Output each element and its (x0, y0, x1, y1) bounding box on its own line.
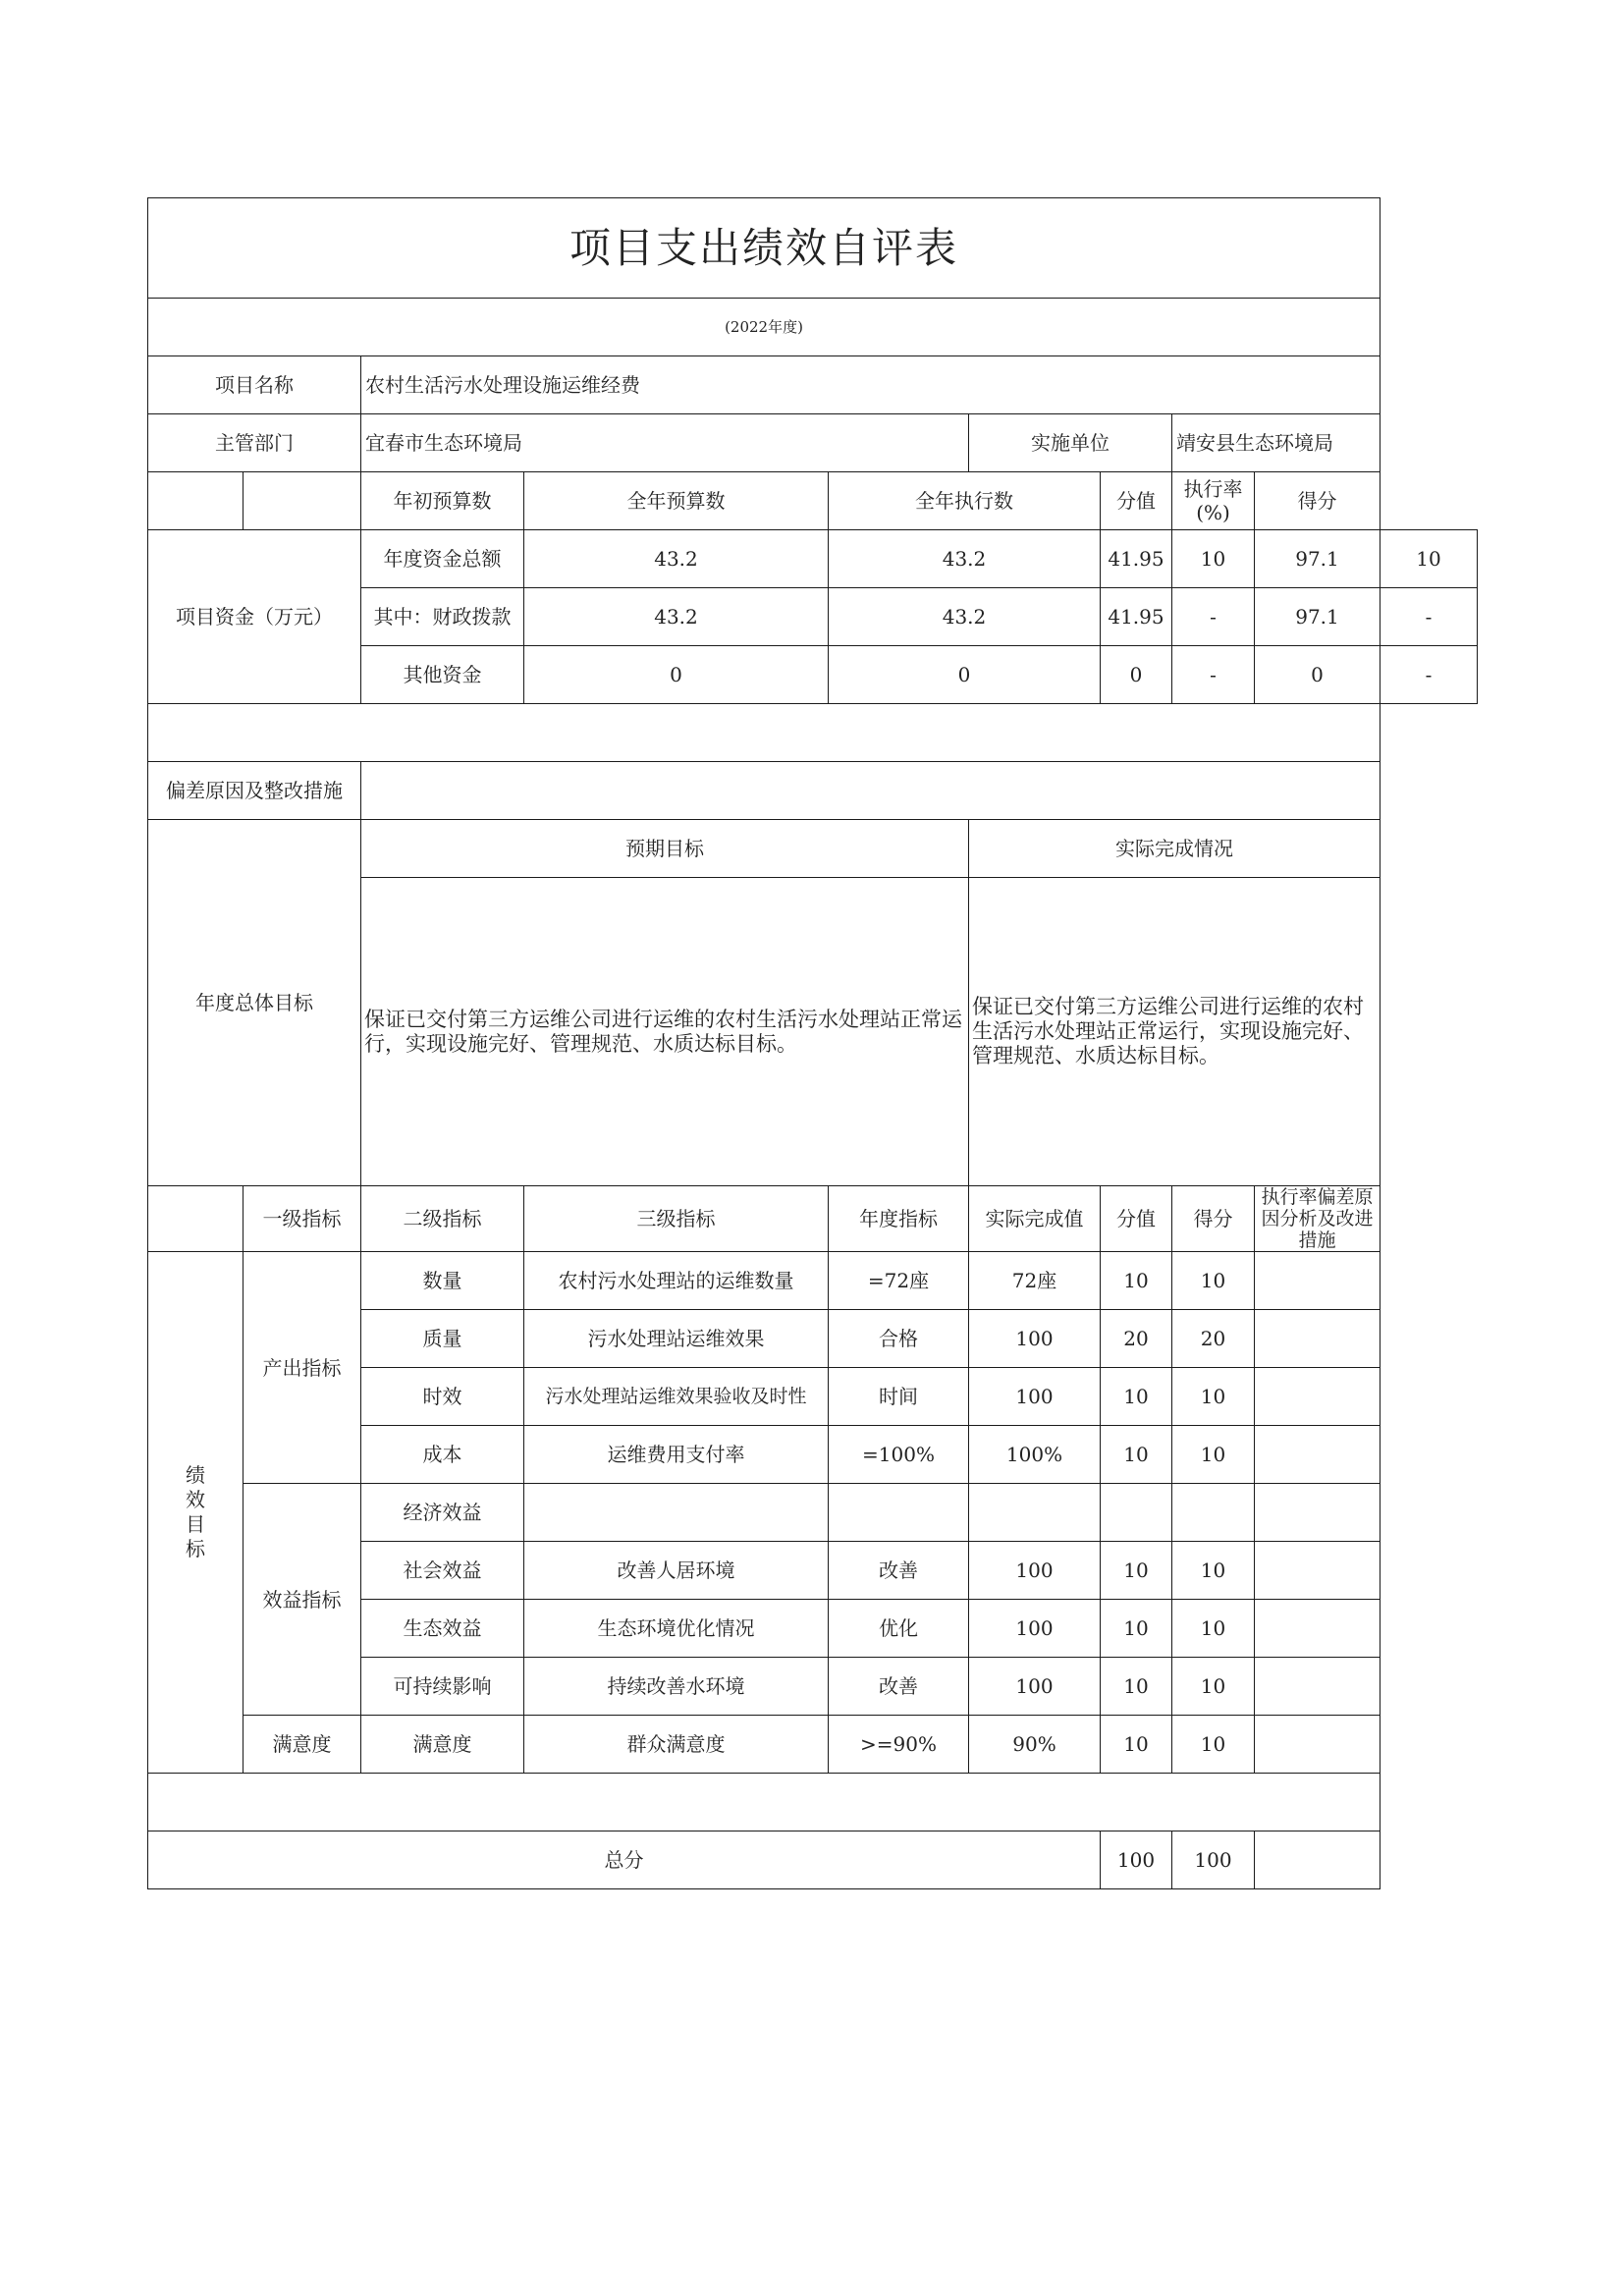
funds-section-label: 项目资金（万元） (148, 530, 361, 704)
funds-row (148, 530, 1478, 588)
actual-value: 100 (969, 1368, 1101, 1426)
analysis-cell (1255, 1252, 1380, 1310)
score-value: 10 (1172, 1426, 1255, 1484)
funds-cell: 41.95 (1101, 530, 1172, 588)
level3-indicator: 生态环境优化情况 (524, 1600, 829, 1658)
empty-cell (148, 704, 1380, 762)
indicator-row (148, 1484, 1478, 1542)
indicator-header: 执行率偏差原因分析及改进措施 (1255, 1186, 1380, 1252)
actual-value: 100 (969, 1600, 1101, 1658)
annual-target (829, 1484, 969, 1542)
actual-goal-text: 保证已交付第三方运维公司进行运维的农村生活污水处理站正常运行，实现设施完好、管理规范、水质达标目标。 (969, 878, 1380, 1186)
total-score: 100 (1172, 1831, 1255, 1889)
funds-cell: 43.2 (829, 530, 1101, 588)
funds-cell: - (1172, 588, 1255, 646)
level3-indicator: 改善人居环境 (524, 1542, 829, 1600)
dept-value: 宜春市生态环境局 (361, 414, 969, 472)
indicator-header: 三级指标 (524, 1186, 829, 1252)
year-label: (2022年度) (148, 299, 1380, 356)
score-value: 10 (1172, 1368, 1255, 1426)
funds-cell: 0 (1255, 646, 1380, 704)
funds-cell: 10 (1172, 530, 1255, 588)
deviation-row (148, 762, 1478, 820)
actual-value (969, 1484, 1101, 1542)
funds-cell: 0 (829, 646, 1101, 704)
empty-cell (148, 472, 244, 530)
year-row (148, 299, 1478, 356)
analysis-cell (1255, 1658, 1380, 1716)
deviation-value (361, 762, 1380, 820)
vertical-char: 效 (186, 1488, 205, 1511)
indicator-header: 得分 (1172, 1186, 1255, 1252)
score-value: 10 (1172, 1252, 1255, 1310)
level1-indicator: 满意度 (244, 1716, 361, 1774)
funds-header: 全年预算数 (524, 472, 829, 530)
actual-value: 100 (969, 1542, 1101, 1600)
actual-value: 100 (969, 1658, 1101, 1716)
score-value: 10 (1172, 1600, 1255, 1658)
points-value (1101, 1484, 1172, 1542)
blank-row (148, 1774, 1478, 1831)
indicator-header: 年度指标 (829, 1186, 969, 1252)
empty-cell (244, 472, 361, 530)
vertical-char: 标 (186, 1537, 205, 1560)
actual-value: 72座 (969, 1252, 1101, 1310)
level2-indicator: 质量 (361, 1310, 524, 1368)
performance-goal-label (148, 1252, 244, 1774)
total-points: 100 (1101, 1831, 1172, 1889)
funds-cell: 43.2 (829, 588, 1101, 646)
project-name-row (148, 356, 1478, 414)
project-name-label: 项目名称 (148, 356, 361, 414)
impl-value: 靖安县生态环境局 (1172, 414, 1380, 472)
funds-header-row (148, 472, 1478, 530)
funds-header: 分值 (1101, 472, 1172, 530)
funds-row-label: 其他资金 (361, 646, 524, 704)
funds-cell: 43.2 (524, 588, 829, 646)
vertical-char: 绩 (186, 1463, 205, 1487)
funds-cell: 10 (1380, 530, 1478, 588)
score-value (1172, 1484, 1255, 1542)
indicator-header: 二级指标 (361, 1186, 524, 1252)
empty-cell (148, 1774, 1380, 1831)
points-value: 10 (1101, 1716, 1172, 1774)
funds-cell: 97.1 (1255, 530, 1380, 588)
funds-row-label: 年度资金总额 (361, 530, 524, 588)
funds-cell: 0 (1101, 646, 1172, 704)
goals-section-label: 年度总体目标 (148, 820, 361, 1186)
indicator-row (148, 1252, 1478, 1310)
expected-goal-header: 预期目标 (361, 820, 969, 878)
indicator-header: 实际完成值 (969, 1186, 1101, 1252)
blank-row (148, 704, 1478, 762)
level2-indicator: 满意度 (361, 1716, 524, 1774)
funds-cell: - (1380, 588, 1478, 646)
funds-cell: - (1380, 646, 1478, 704)
score-value: 20 (1172, 1310, 1255, 1368)
total-row (148, 1831, 1478, 1889)
empty-cell (148, 1186, 244, 1252)
annual-target: =100% (829, 1426, 969, 1484)
analysis-cell (1255, 1600, 1380, 1658)
actual-goal-header: 实际完成情况 (969, 820, 1380, 878)
funds-cell: 97.1 (1255, 588, 1380, 646)
analysis-cell (1255, 1310, 1380, 1368)
analysis-cell (1255, 1716, 1380, 1774)
points-value: 10 (1101, 1658, 1172, 1716)
points-value: 10 (1101, 1600, 1172, 1658)
funds-row-label: 其中：财政拨款 (361, 588, 524, 646)
points-value: 20 (1101, 1310, 1172, 1368)
expected-goal-text: 保证已交付第三方运维公司进行运维的农村生活污水处理站正常运行，实现设施完好、管理规范、水质达标目标。 (361, 878, 969, 1186)
annual-target: >=90% (829, 1716, 969, 1774)
indicator-row (148, 1716, 1478, 1774)
indicator-header: 分值 (1101, 1186, 1172, 1252)
dept-label: 主管部门 (148, 414, 361, 472)
deviation-label: 偏差原因及整改措施 (148, 762, 361, 820)
title-row (148, 198, 1478, 299)
analysis-cell (1255, 1426, 1380, 1484)
level2-indicator: 社会效益 (361, 1542, 524, 1600)
vertical-char: 目 (186, 1512, 205, 1536)
level3-indicator: 群众满意度 (524, 1716, 829, 1774)
score-value: 10 (1172, 1542, 1255, 1600)
annual-target: 改善 (829, 1542, 969, 1600)
funds-cell: 41.95 (1101, 588, 1172, 646)
funds-header: 执行率(%) (1172, 472, 1255, 530)
total-label: 总分 (148, 1831, 1101, 1889)
self-evaluation-table (147, 197, 1478, 1889)
annual-target: 合格 (829, 1310, 969, 1368)
level3-indicator (524, 1484, 829, 1542)
level3-indicator: 运维费用支付率 (524, 1426, 829, 1484)
points-value: 10 (1101, 1252, 1172, 1310)
funds-cell: 43.2 (524, 530, 829, 588)
points-value: 10 (1101, 1542, 1172, 1600)
impl-label: 实施单位 (969, 414, 1172, 472)
score-value: 10 (1172, 1716, 1255, 1774)
level3-indicator: 污水处理站运维效果验收及时性 (524, 1368, 829, 1426)
actual-value: 100% (969, 1426, 1101, 1484)
funds-cell: 0 (524, 646, 829, 704)
analysis-cell (1255, 1542, 1380, 1600)
analysis-cell (1255, 1484, 1380, 1542)
indicator-header-row (148, 1186, 1478, 1252)
page-title: 项目支出绩效自评表 (148, 198, 1380, 299)
points-value: 10 (1101, 1426, 1172, 1484)
level2-indicator: 可持续影响 (361, 1658, 524, 1716)
indicator-header: 一级指标 (244, 1186, 361, 1252)
actual-value: 90% (969, 1716, 1101, 1774)
level2-indicator: 数量 (361, 1252, 524, 1310)
annual-target: 改善 (829, 1658, 969, 1716)
level1-indicator: 效益指标 (244, 1484, 361, 1716)
goals-header-row (148, 820, 1478, 878)
project-name-value: 农村生活污水处理设施运维经费 (361, 356, 1380, 414)
level3-indicator: 持续改善水环境 (524, 1658, 829, 1716)
level1-indicator: 产出指标 (244, 1252, 361, 1484)
level2-indicator: 经济效益 (361, 1484, 524, 1542)
score-value: 10 (1172, 1658, 1255, 1716)
analysis-cell (1255, 1368, 1380, 1426)
funds-header: 全年执行数 (829, 472, 1101, 530)
level3-indicator: 污水处理站运维效果 (524, 1310, 829, 1368)
department-row (148, 414, 1478, 472)
actual-value: 100 (969, 1310, 1101, 1368)
annual-target: 时间 (829, 1368, 969, 1426)
funds-cell: - (1172, 646, 1255, 704)
level2-indicator: 时效 (361, 1368, 524, 1426)
level2-indicator: 成本 (361, 1426, 524, 1484)
level2-indicator: 生态效益 (361, 1600, 524, 1658)
level3-indicator: 农村污水处理站的运维数量 (524, 1252, 829, 1310)
annual-target: =72座 (829, 1252, 969, 1310)
funds-header: 得分 (1255, 472, 1380, 530)
empty-cell (1255, 1831, 1380, 1889)
annual-target: 优化 (829, 1600, 969, 1658)
points-value: 10 (1101, 1368, 1172, 1426)
funds-header: 年初预算数 (361, 472, 524, 530)
